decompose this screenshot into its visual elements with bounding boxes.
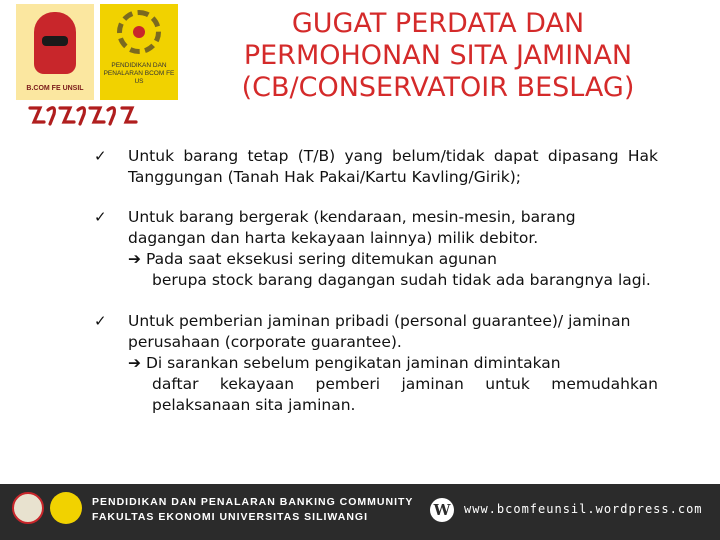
pendidikan-logo-caption: PENDIDIKAN DAN PENALARAN BCOM FE US (103, 62, 175, 85)
bcom-logo-caption: B.COM FE UNSIL (26, 85, 84, 92)
mask-icon (34, 12, 76, 74)
check-icon: ✓ (94, 312, 107, 330)
list-item (94, 207, 658, 291)
page-title (178, 8, 698, 104)
wordpress-icon: W (430, 498, 454, 522)
bullet-list (94, 146, 658, 416)
bullet-text: Untuk barang tetap (T/B) yang belum/tidak dapat dipasang Hak Tanggungan (Tanah Hak Pakai/Kartu Kavling/Girik); (128, 147, 658, 186)
bullet-sub-note (128, 249, 658, 291)
bullet-text: Untuk barang bergerak (kendaraan, mesin-mesin, barang dagangan dan harta kekayaan lainnya) milik debitor. (128, 208, 576, 247)
arrow-right-icon: ➔ (128, 250, 141, 268)
website-link[interactable]: www.bcomfeunsil.wordpress.com (464, 502, 703, 516)
sub-note-rest: berupa stock barang dagangan sudah tidak ada barangnya lagi. (152, 271, 651, 289)
gear-icon (117, 10, 161, 54)
bcom-footer-logo (12, 492, 44, 524)
title-line-3: (CB/CONSERVATOIR BESLAG) (241, 72, 635, 103)
header-logos (8, 4, 178, 134)
bullet-sub-note (128, 353, 658, 416)
footer-bar (0, 484, 720, 540)
bcom-logo (16, 4, 94, 100)
check-icon: ✓ (94, 147, 107, 165)
title-line-2: PERMOHONAN SITA JAMINAN (243, 40, 633, 71)
footer-faculty-name: FAKULTAS EKONOMI UNIVERSITAS SILIWANGI (92, 511, 369, 523)
footer-org-name: PENDIDIKAN DAN PENALARAN BANKING COMMUNITY (92, 496, 414, 508)
script-logo-icon (26, 100, 144, 132)
list-item (94, 146, 658, 188)
sub-note-lead: Di sarankan sebelum pengikatan jaminan dimintakan (145, 354, 561, 372)
title-line-1: GUGAT PERDATA DAN (291, 8, 585, 39)
check-icon: ✓ (94, 208, 107, 226)
pendidikan-footer-logo (50, 492, 82, 524)
sub-note-rest: daftar kekayaan pemberi jaminan untuk memudahkan pelaksanaan sita jaminan. (152, 375, 658, 414)
bullet-text: Untuk pemberian jaminan pribadi (personal guarantee)/ jaminan perusahaan (corporate guarantee). (128, 312, 631, 351)
arrow-right-icon: ➔ (128, 354, 141, 372)
list-item (94, 311, 658, 416)
sub-note-lead: Pada saat eksekusi sering ditemukan agunan (145, 250, 498, 268)
pendidikan-logo (100, 4, 178, 100)
